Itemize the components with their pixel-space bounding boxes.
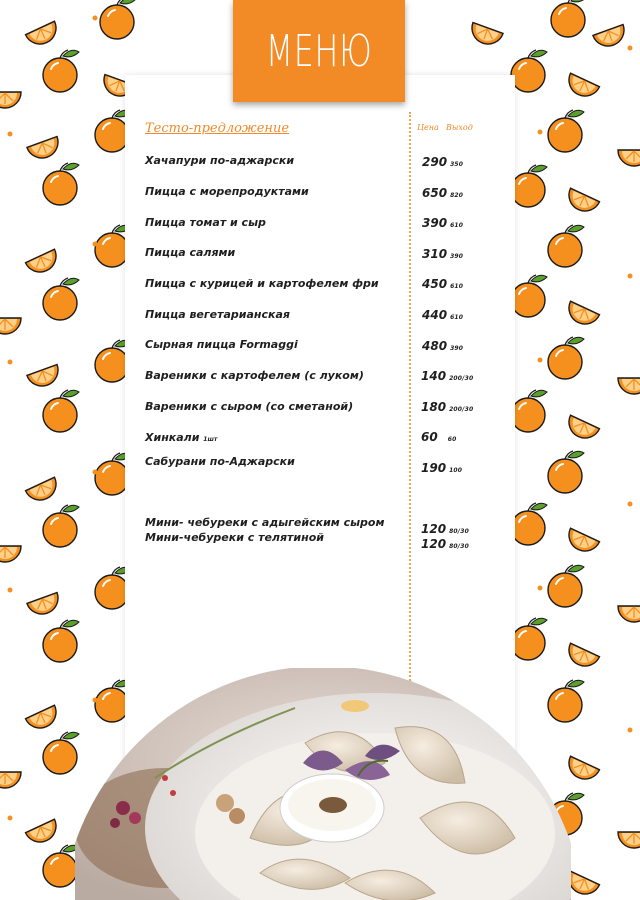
price-column-header: Цена: [417, 123, 439, 132]
menu-item-weight: 820: [450, 192, 464, 199]
menu-item-name: Сабурани по-Аджарски: [145, 455, 295, 468]
menu-item-weight: 350: [450, 161, 464, 168]
menu-item-price: 60: [421, 430, 438, 444]
menu-item-price-row: [421, 537, 469, 551]
menu-item-price: 120: [421, 522, 447, 536]
menu-item-name: Пицца салями: [145, 246, 236, 259]
menu-item-price-row: [421, 522, 469, 536]
menu-item-price-row: [421, 430, 456, 444]
menu-item-name: Мини- чебуреки с адыгейским сыром: [145, 516, 385, 529]
menu-item-weight: 80/30: [449, 528, 469, 535]
menu-item-weight: 200/30: [449, 406, 474, 413]
menu-item-weight: 610: [450, 222, 464, 229]
menu-item-name-row: [145, 431, 217, 444]
dumplings-photo: [75, 668, 571, 900]
menu-item-price-row: [421, 369, 473, 383]
menu-item-price: 120: [421, 537, 447, 551]
menu-item-note: 1шт: [203, 436, 218, 443]
menu-item-price-row: [422, 216, 463, 230]
menu-item-name: Вареники с картофелем (с луком): [145, 369, 364, 382]
menu-item-price: 290: [422, 155, 448, 169]
page-title: МЕНЮ: [265, 25, 373, 77]
menu-item-weight: 610: [450, 314, 464, 321]
menu-item-weight: 200/30: [449, 375, 474, 382]
menu-item-name: Хачапури по-аджарски: [145, 154, 295, 167]
menu-item-price: 190: [421, 461, 447, 475]
menu-item-price-row: [422, 277, 463, 291]
weight-column-header: Выход: [446, 123, 473, 132]
menu-item-price: 180: [421, 400, 447, 414]
menu-item-weight: 390: [450, 253, 464, 260]
menu-item-name: Пицца томат и сыр: [145, 216, 266, 229]
menu-item-weight: 610: [450, 283, 464, 290]
menu-item-name: Хинкали: [145, 431, 200, 444]
menu-item-price-row: [422, 186, 463, 200]
menu-item-weight: 60: [447, 436, 457, 443]
menu-item-price: 650: [422, 186, 448, 200]
menu-item-name: Сырная пицца Formaggi: [145, 338, 298, 351]
menu-item-weight: 80/30: [449, 543, 469, 550]
menu-item-price-row: [422, 339, 463, 353]
menu-item-price: 440: [422, 308, 448, 322]
menu-item-price: 140: [421, 369, 447, 383]
menu-item-name: Пицца с курицей и картофелем фри: [145, 277, 379, 290]
menu-item-name: Мини-чебуреки с телятиной: [145, 531, 324, 544]
menu-item-price: 310: [422, 247, 448, 261]
menu-item-weight: 100: [449, 467, 463, 474]
menu-item-name: Пицца вегетарианская: [145, 308, 290, 321]
menu-item-weight: 390: [450, 345, 464, 352]
menu-item-price: 480: [422, 339, 448, 353]
menu-item-price-row: [421, 461, 462, 475]
menu-item-name: Пицца с морепродуктами: [145, 185, 309, 198]
menu-item-price-row: [422, 308, 463, 322]
menu-item-price-row: [421, 400, 473, 414]
menu-item-price: 390: [422, 216, 448, 230]
price-column-divider: [409, 112, 411, 697]
section-title: Тесто-предложение: [145, 121, 290, 136]
menu-item-price-row: [422, 247, 463, 261]
menu-item-price: 450: [422, 277, 448, 291]
menu-title-banner: [233, 0, 405, 102]
menu-item-name: Вареники с сыром (со сметаной): [145, 400, 354, 413]
menu-item-price-row: [422, 155, 463, 169]
